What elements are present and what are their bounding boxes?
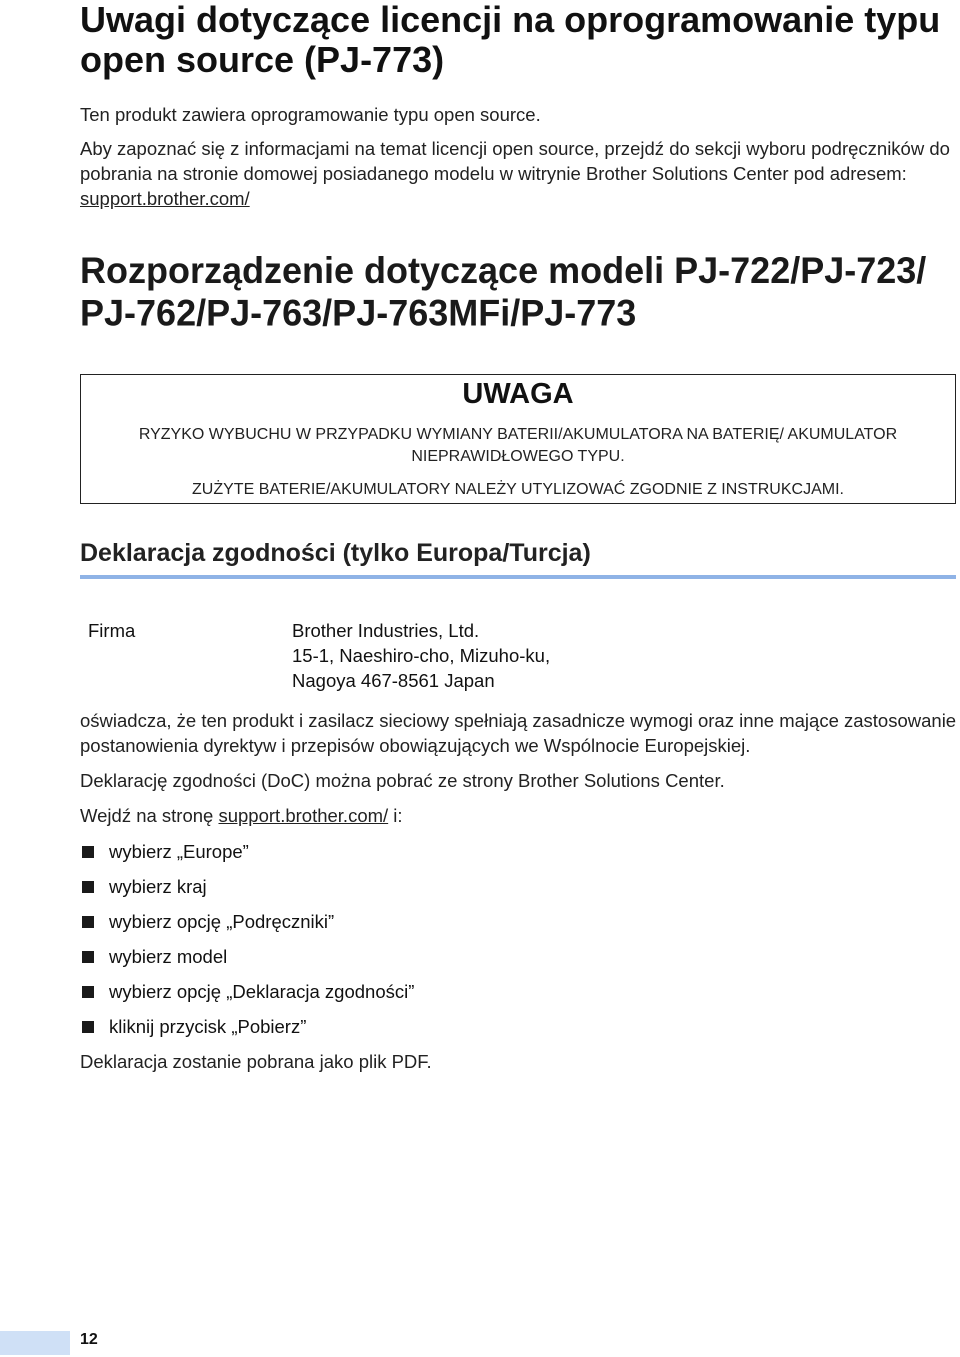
warning-title: UWAGA	[462, 378, 574, 410]
square-bullet-icon	[82, 916, 94, 928]
page-number: 12	[80, 1331, 98, 1348]
firm-address	[292, 618, 550, 693]
square-bullet-icon	[82, 846, 94, 858]
square-bullet-icon	[82, 1021, 94, 1033]
doc-download-text: Deklarację zgodności (DoC) można pobrać ze strony Brother Solutions Center.	[80, 770, 725, 791]
regulation-title: Rozporządzenie dotyczące modeli PJ-722/PJ-723/ PJ-762/PJ-763/PJ-763MFi/PJ-773	[80, 249, 927, 334]
warning-line-1: RYZYKO WYBUCHU W PRZYPADKU WYMIANY BATERII/AKUMULATORA NA BATERIĘ/ AKUMULATOR NIEPRAWIDŁOWEGO TYPU.	[138, 426, 898, 465]
footer-tab	[0, 1331, 70, 1355]
license-title: Uwagi dotyczące licencji na oprogramowanie typu open source (PJ-773)	[80, 0, 941, 80]
declaration-title: Deklaracja zgodności (tylko Europa/Turcja)	[80, 539, 591, 567]
square-bullet-icon	[82, 986, 94, 998]
square-bullet-icon	[82, 881, 94, 893]
list-item	[80, 944, 227, 969]
visit-suffix: i:	[388, 805, 403, 826]
firm-label: Firma	[88, 620, 136, 641]
visit-line	[80, 803, 960, 828]
square-bullet-icon	[82, 951, 94, 963]
list-item	[80, 1014, 306, 1039]
step-text: wybierz model	[109, 946, 228, 967]
support-link[interactable]: support.brother.com/	[80, 188, 250, 209]
closing-text: Deklaracja zostanie pobrana jako plik PDF.	[80, 1051, 432, 1072]
list-item	[80, 979, 414, 1004]
step-text: wybierz kraj	[109, 876, 207, 897]
license-intro: Ten produkt zawiera oprogramowanie typu open source.	[80, 104, 541, 125]
firm-line-3: Nagoya 467-8561 Japan	[292, 670, 495, 691]
step-text: wybierz opcję „Podręczniki”	[109, 911, 335, 932]
list-item	[80, 874, 207, 899]
support-link-2[interactable]: support.brother.com/	[218, 805, 389, 826]
step-text: wybierz „Europe”	[109, 841, 249, 862]
step-text: kliknij przycisk „Pobierz”	[109, 1016, 307, 1037]
warning-line-2: ZUŻYTE BATERIE/AKUMULATORY NALEŻY UTYLIZOWAĆ ZGODNIE Z INSTRUKCJAMI.	[192, 481, 844, 498]
firm-line-1: Brother Industries, Ltd.	[292, 620, 480, 641]
visit-prefix: Wejdź na stronę	[80, 805, 219, 826]
declaration-text: oświadcza, że ten produkt i zasilacz sieciowy spełniają zasadnicze wymogi oraz inne mające zastosowanie postanowienia dyrektyw i przepisów obowiązujących we Wspólnocie Europejskiej.	[80, 710, 957, 756]
license-paragraph-text: Aby zapoznać się z informacjami na temat licencji open source, przejdź do sekcji wyboru podręczników do pobrania na stronie domowej posiadanego modelu w witrynie Brother Solutions Center pod adresem:	[80, 138, 950, 184]
list-item	[80, 909, 334, 934]
license-paragraph	[80, 136, 960, 211]
heading-rule	[80, 575, 956, 579]
step-text: wybierz opcję „Deklaracja zgodności”	[109, 981, 415, 1002]
list-item	[80, 839, 249, 864]
firm-line-2: 15-1, Naeshiro-cho, Mizuho-ku,	[292, 645, 551, 666]
